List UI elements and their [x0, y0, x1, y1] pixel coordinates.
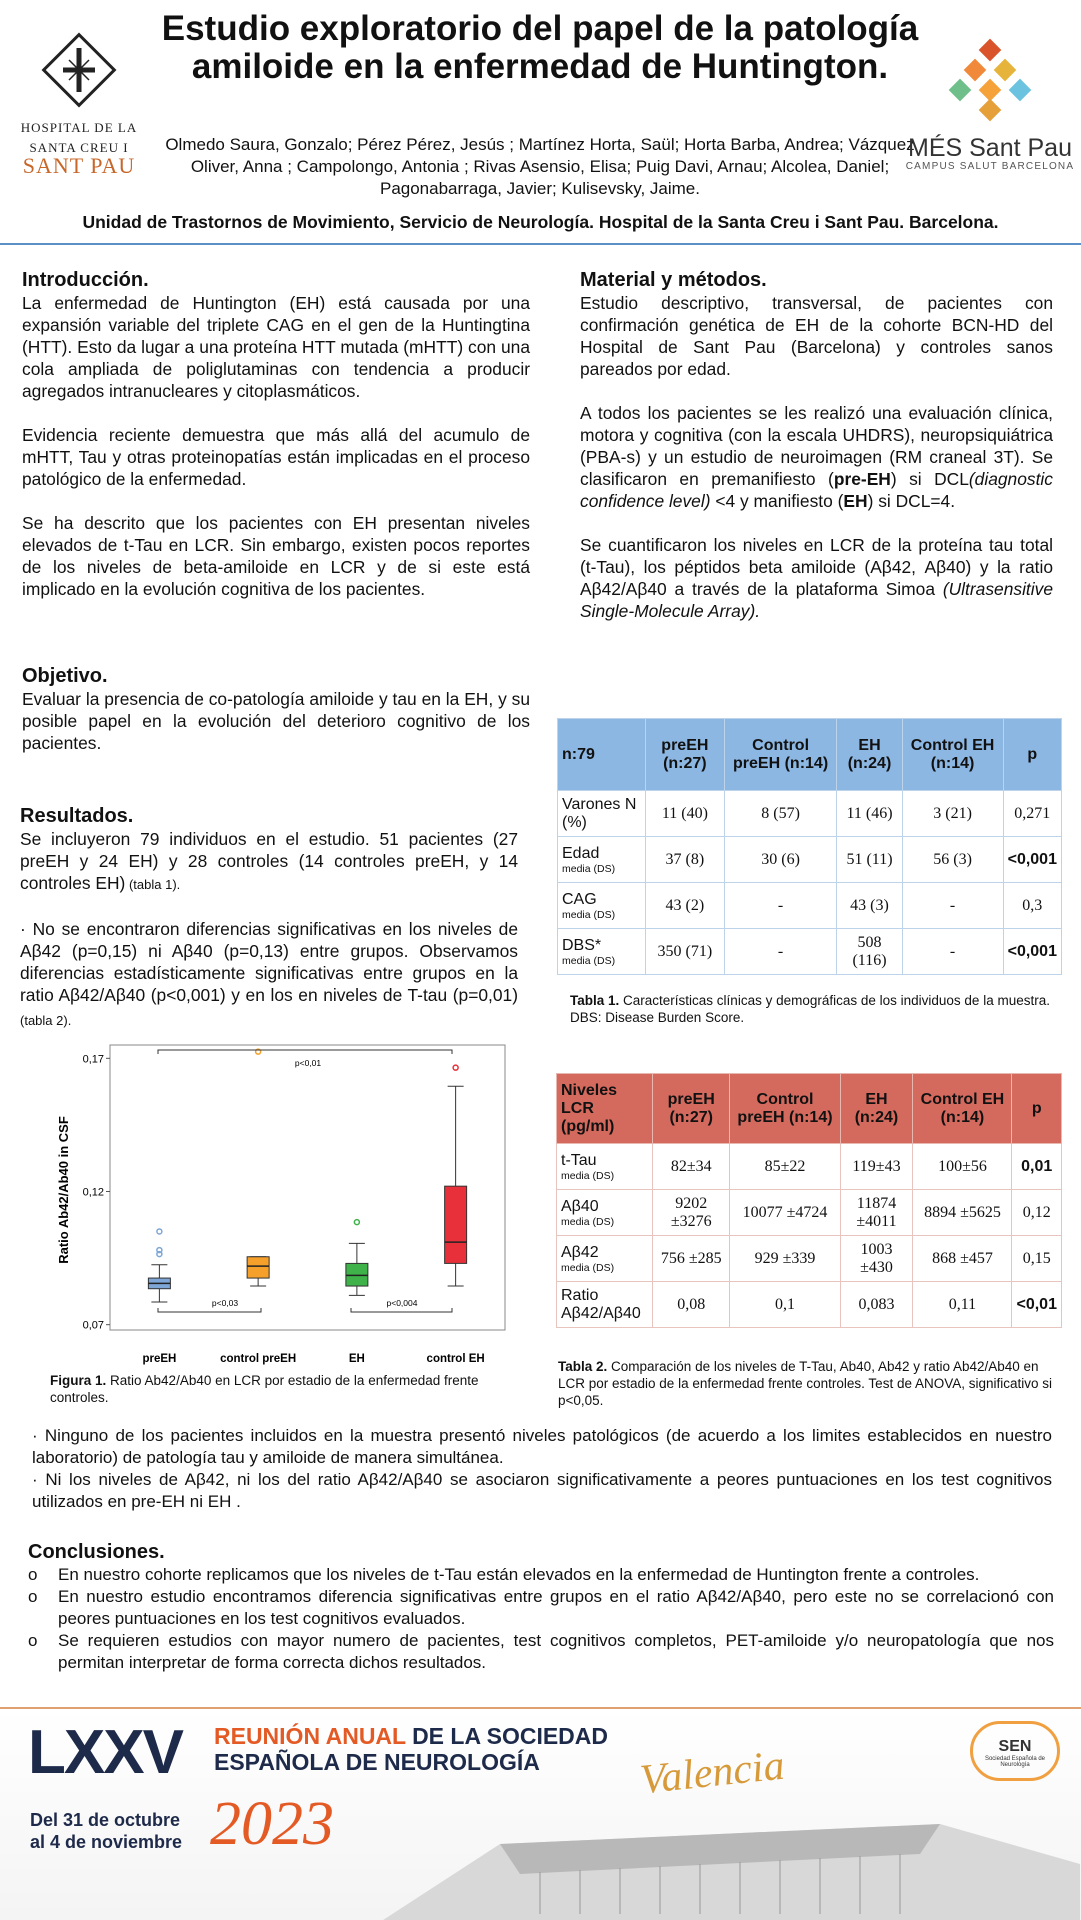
x-tick-label: control preEH: [220, 1353, 297, 1365]
table-cell: 756 ±285: [653, 1236, 730, 1282]
table-cell: 30 (6): [724, 837, 837, 883]
table-row: [558, 929, 1062, 975]
x-tick-label: preEH: [142, 1353, 177, 1365]
table-1-caption-label: Tabla 1.: [570, 993, 620, 1008]
congress-year: 2023: [210, 1790, 334, 1858]
metodos-p3: Se cuantificaron los niveles en LCR de la proteína tau total (t-Tau), los péptidos beta amiloide (Aβ42, Aβ40) y la ratio Aβ42/Aβ40 a través de la plataforma Simoa (Ultrasensitive Single-Molecule Array).: [580, 535, 1053, 621]
table-1-caption: [570, 992, 1060, 1026]
row-label: Ratio Aβ42/Aβ40: [557, 1282, 653, 1328]
table-cell: -: [902, 883, 1003, 929]
congress-name: REUNIÓN ANUAL DE LA SOCIEDAD ESPAÑOLA DE NEUROLOGÍA: [214, 1723, 609, 1775]
t1-header-3: EH (n:24): [837, 719, 902, 791]
annotation-p0004: p<0,004: [386, 1298, 418, 1308]
conclusion-item: o En nuestro estudio encontramos diferencia significativas entre grupos en el ratio Aβ42/Aβ40, pero este no se correlacionó con peores puntuaciones en los test cognitivos evaluados.: [28, 1587, 1054, 1628]
t1-header-4: Control EH (n:14): [902, 719, 1003, 791]
intro-p2: Evidencia reciente demuestra que más allá del acumulo de mHTT, Tau y otras proteinopatías están implicadas en el proceso patológico de la enfermedad.: [22, 425, 530, 489]
table-cell: 0,11: [913, 1282, 1012, 1328]
table-cell: 0,083: [840, 1282, 913, 1328]
bullet-circle-icon: o: [28, 1587, 38, 1606]
table-2-caption-text: Comparación de los niveles de T-Tau, Ab40, Ab42 y ratio Ab42/Ab40 en LCR por estadio de la enfermedad frente controles. Test de ANOVA, significativo si p<0,05.: [558, 1359, 1053, 1408]
row-label: Aβ40 media (DS): [557, 1190, 653, 1236]
resultados-p1: Se incluyeron 79 individuos en el estudio. 51 pacientes (27 preEH y 24 EH) y 28 controles (14 controles preEH, y 14 controles EH): [20, 829, 518, 893]
row-label: DBS* media (DS): [558, 929, 646, 975]
building-illustration: [380, 1804, 1080, 1920]
table-cell: 11 (46): [837, 791, 902, 837]
intro-p3: Se ha descrito que los pacientes con EH presentan niveles elevados de t-Tau en LCR. Sin embargo, existen pocos reportes de los niveles de beta-amiloide en LCR y de si este está implicado en la evolución cognitiva de los pacientes.: [22, 513, 530, 599]
p-value-cell: 0,271: [1003, 791, 1061, 837]
outlier-point: [453, 1065, 458, 1070]
resultados-heading: Resultados.: [20, 805, 134, 827]
resultados-section: [20, 804, 518, 1054]
metodos-p1: Estudio descriptivo, transversal, de pacientes con confirmación genética de EH de la cohorte BCN-HD del Hospital de Sant Pau (Barcelona) y controles sanos pareados por edad.: [580, 293, 1053, 379]
finding-2: · Ni los niveles de Aβ42, ni los del ratio Aβ42/Aβ40 se asociaron significativamente a peores puntuaciones en los test cognitivos utilizados en pre-EH ni EH .: [32, 1470, 1052, 1511]
table-cell: 10077 ±4724: [730, 1190, 840, 1236]
resultados-p1-ref: (tabla 1).: [125, 877, 181, 892]
table-cell: 37 (8): [646, 837, 725, 883]
intro-section: [22, 268, 530, 622]
resultados-p2-ref: (tabla 2).: [20, 1013, 72, 1028]
table-row: [557, 1144, 1062, 1190]
hospital-logo: [14, 30, 144, 177]
diamond-mosaic-icon: [945, 38, 1035, 122]
table-2: [556, 1073, 1062, 1328]
outlier-point: [157, 1229, 162, 1234]
table-cell: 0,08: [653, 1282, 730, 1328]
table-cell: 82±34: [653, 1144, 730, 1190]
table-cell: 11874 ±4011: [840, 1190, 913, 1236]
row-label: CAG media (DS): [558, 883, 646, 929]
box-control-preeh: [247, 1257, 269, 1278]
hospital-logo-line3: SANT PAU: [22, 153, 136, 178]
congress-dates: Del 31 de octubre al 4 de noviembre: [30, 1810, 183, 1852]
t1-header-5: p: [1003, 719, 1061, 791]
objetivo-heading: Objetivo.: [22, 665, 108, 687]
conclusiones-heading: Conclusiones.: [28, 1541, 165, 1563]
row-label: Aβ42 media (DS): [557, 1236, 653, 1282]
bullet-circle-icon: o: [28, 1631, 38, 1650]
table-cell: 9202 ±3276: [653, 1190, 730, 1236]
metodos-p2: A todos los pacientes se les realizó una evaluación clínica, motora y cognitiva (con la escala UHDRS), neuropsiquiátrica (PBA-s) y un estudio de neuroimagen (RM craneal 3T). Se clasificaron en premanifiesto (pre-EH) si DCL(diagnostic confidence level) <4 y manifiesto (EH) si DCL=4.: [580, 403, 1053, 511]
intro-heading: Introducción.: [22, 269, 149, 291]
t1-header-2: Control preEH (n:14): [724, 719, 837, 791]
campus-name: CAMPUS SALUT BARCELONA: [905, 161, 1075, 172]
congress-city: Valencia: [637, 1742, 787, 1804]
bullet-circle-icon: o: [28, 1565, 38, 1584]
table-row: [557, 1236, 1062, 1282]
t1-header-0: n:79: [558, 719, 646, 791]
hospital-logo-line1: HOSPITAL DE LA: [20, 120, 138, 135]
table-cell: 43 (2): [646, 883, 725, 929]
conclusion-item: o En nuestro cohorte replicamos que los niveles de t-Tau están elevados en la enfermedad de Huntington frente a controles.: [28, 1565, 980, 1584]
p-value-cell: <0,001: [1003, 837, 1061, 883]
table-cell: 43 (3): [837, 883, 902, 929]
table-cell: 3 (21): [902, 791, 1003, 837]
conclusiones-section: [28, 1540, 1054, 1674]
figure-caption: [50, 1372, 530, 1406]
row-label: t-Tau media (DS): [557, 1144, 653, 1190]
outlier-point: [354, 1220, 359, 1225]
outlier-point: [157, 1248, 162, 1253]
table-cell: -: [724, 929, 837, 975]
t2-header-3: EH (n:24): [840, 1074, 913, 1144]
objetivo-section: [22, 664, 530, 776]
table-cell: 11 (40): [646, 791, 725, 837]
authors: Olmedo Saura, Gonzalo; Pérez Pérez, Jesús ; Martínez Horta, Saül; Horta Barba, Andrea; Vázquez Oliver, Anna ; Campolongo, Antonia ; Rivas Asensio, Elisa; Puig Davi, Arnau; Alcolea, Daniel; Pagonabarraga, Javier; Kulisevsky, Jaime.: [165, 135, 915, 198]
table-cell: 8 (57): [724, 791, 837, 837]
affiliation: Unidad de Trastornos de Movimiento, Servicio de Neurología. Hospital de la Santa Creu i Sant Pau. Barcelona.: [82, 212, 999, 232]
y-tick-label: 0,17: [82, 1053, 104, 1066]
p-value-cell: <0,01: [1012, 1282, 1062, 1328]
table-cell: 100±56: [913, 1144, 1012, 1190]
table-cell: 929 ±339: [730, 1236, 840, 1282]
table-row: [558, 837, 1062, 883]
t2-header-5: p: [1012, 1074, 1062, 1144]
boxplot-chart: [40, 1040, 530, 1370]
table-row: [558, 791, 1062, 837]
objetivo-p1: Evaluar la presencia de co-patología amiloide y tau en la EH, y su posible papel en la evolución del deterioro cognitivo de los pacientes.: [22, 689, 530, 753]
table-1: [557, 718, 1062, 975]
hospital-logo-line2: SANTA CREU I: [29, 140, 129, 155]
table-row: [557, 1190, 1062, 1236]
poster-header: [0, 0, 1081, 245]
resultados-p2: · No se encontraron diferencias significativas en los niveles de Aβ42 (p=0,15) ni Aβ40 (p=0,13) entre grupos. Observamos diferencias estadísticamente significativas entre grupos en la ratio Aβ42/Aβ40 (p<0,001) y en los en niveles de T-tau (p=0,01): [20, 919, 518, 1005]
table-row: [558, 883, 1062, 929]
t1-header-1: preEH (n:27): [646, 719, 725, 791]
table-1-caption-text: Características clínicas y demográficas de los individuos de la muestra. DBS: Disease Burden Score.: [570, 993, 1050, 1025]
p-value-cell: 0,12: [1012, 1190, 1062, 1236]
findings-section: [32, 1425, 1052, 1513]
table-cell: 350 (71): [646, 929, 725, 975]
p-value-cell: 0,3: [1003, 883, 1061, 929]
metodos-heading: Material y métodos.: [580, 269, 767, 291]
table-cell: 8894 ±5625: [913, 1190, 1012, 1236]
annotation-p003: p<0,03: [211, 1298, 239, 1308]
intro-p1: La enfermedad de Huntington (EH) está causada por una expansión variable del triplete CAG en el gen de la Huntingtina (HTT). Esto da lugar a una proteína HTT mutada (mHTT) con una cola ampliada de poliglutaminas con tendencia a producir agregados intranucleares y citoplasmáticos.: [22, 293, 530, 401]
figure-caption-text: Ratio Ab42/Ab40 en LCR por estadio de la enfermedad frente controles.: [50, 1373, 479, 1405]
table-2-caption: [558, 1358, 1058, 1409]
box-control-eh: [445, 1186, 467, 1263]
t2-header-1: preEH (n:27): [653, 1074, 730, 1144]
table-cell: 119±43: [840, 1144, 913, 1190]
table-cell: -: [724, 883, 837, 929]
edition-number: LXXV: [28, 1718, 182, 1787]
significance-brackets: [158, 1050, 452, 1312]
figure-caption-label: Figura 1.: [50, 1373, 107, 1388]
table-2-caption-label: Tabla 2.: [558, 1359, 608, 1374]
table-cell: 56 (3): [902, 837, 1003, 883]
metodos-section: [580, 268, 1053, 644]
t2-header-4: Control EH (n:14): [913, 1074, 1012, 1144]
table-row: [557, 1282, 1062, 1328]
t2-header-2: Control preEH (n:14): [730, 1074, 840, 1144]
table-cell: -: [902, 929, 1003, 975]
x-tick-label: control EH: [426, 1353, 485, 1365]
p-value-cell: 0,15: [1012, 1236, 1062, 1282]
y-axis-label: Ratio Ab42/Ab40 in CSF: [56, 1116, 71, 1264]
finding-1: · Ninguno de los pacientes incluidos en la muestra presentó niveles patológicos (de acuerdo a los limites establecidos en nuestro laboratorio) de patología tau y amiloide de manera simultánea.: [32, 1426, 1052, 1467]
t2-header-0: Niveles LCR (pg/ml): [557, 1074, 653, 1144]
row-label: Edad media (DS): [558, 837, 646, 883]
mes-sant-pau-logo: [905, 38, 1075, 172]
x-tick-label: EH: [348, 1353, 365, 1365]
table-cell: 0,1: [730, 1282, 840, 1328]
sen-logo: SEN Sociedad Española de Neurología: [970, 1721, 1060, 1781]
row-label: Varones N (%): [558, 791, 646, 837]
congress-footer: [0, 1707, 1081, 1920]
y-tick-label: 0,07: [82, 1319, 104, 1332]
table-cell: 1003 ±430: [840, 1236, 913, 1282]
conclusion-item: o Se requieren estudios con mayor numero de pacientes, test cognitivos completos, PET-amiloide y/o neuropatología que nos permitan interpretar de forma correcta dichos resultados.: [28, 1631, 1054, 1672]
mes-sant-pau-name: MÉS Sant Pau: [908, 134, 1072, 162]
hospital-cross-icon: [39, 30, 119, 110]
poster-title: Estudio exploratorio del papel de la patología amiloide en la enfermedad de Huntington.: [161, 9, 919, 86]
y-tick-label: 0,12: [82, 1186, 104, 1199]
table-cell: 51 (11): [837, 837, 902, 883]
table-cell: 85±22: [730, 1144, 840, 1190]
p-value-cell: <0,001: [1003, 929, 1061, 975]
table-cell: 868 ±457: [913, 1236, 1012, 1282]
p-value-cell: 0,01: [1012, 1144, 1062, 1190]
annotation-p001: p<0,01: [294, 1058, 322, 1068]
table-cell: 508 (116): [837, 929, 902, 975]
